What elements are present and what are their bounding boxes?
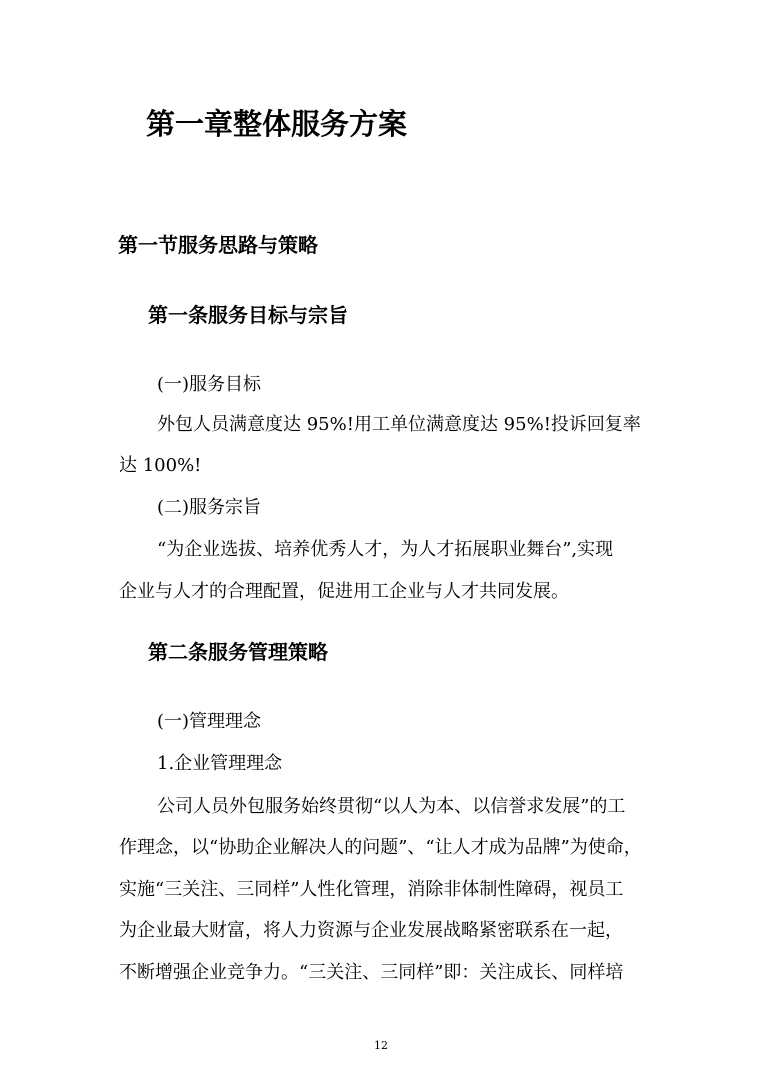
subheading: (二)服务宗旨 — [157, 497, 262, 518]
paragraph-line: “为企业选拔、培养优秀人才，为人才拓展职业舞台”,实现 — [157, 539, 614, 560]
article-title: 第一条服务目标与宗旨 — [148, 303, 348, 327]
article-title: 第二条服务管理策略 — [148, 640, 328, 664]
paragraph-line: 为企业最大财富，将人力资源与企业发展战略紧密联系在一起， — [119, 920, 623, 941]
paragraph-line: 达 100%! — [119, 455, 202, 476]
paragraph-line: 作理念，以“协助企业解决人的问题”、“让人才成为品牌”为使命， — [119, 837, 642, 858]
paragraph-line: 企业与人才的合理配置，促进用工企业与人才共同发展。 — [119, 581, 569, 602]
page-number: 12 — [374, 1039, 388, 1052]
section-title: 第一节服务思路与策略 — [118, 233, 318, 257]
list-item: 1.企业管理理念 — [157, 753, 283, 774]
paragraph-line: 实施“三关注、三同样”人性化管理，消除非体制性障碍，视员工 — [119, 879, 624, 900]
paragraph-line: 外包人员满意度达 95%!用工单位满意度达 95%!投诉回复率 — [157, 414, 641, 435]
subheading: (一)管理理念 — [157, 711, 262, 732]
paragraph-line: 不断增强企业竞争力。“三关注、三同样”即：关注成长、同样培 — [119, 962, 624, 983]
chapter-title: 第一章整体服务方案 — [146, 107, 408, 141]
subheading: (一)服务目标 — [157, 374, 262, 395]
paragraph-line: 公司人员外包服务始终贯彻“以人为本、以信誉求发展”的工 — [157, 796, 626, 817]
